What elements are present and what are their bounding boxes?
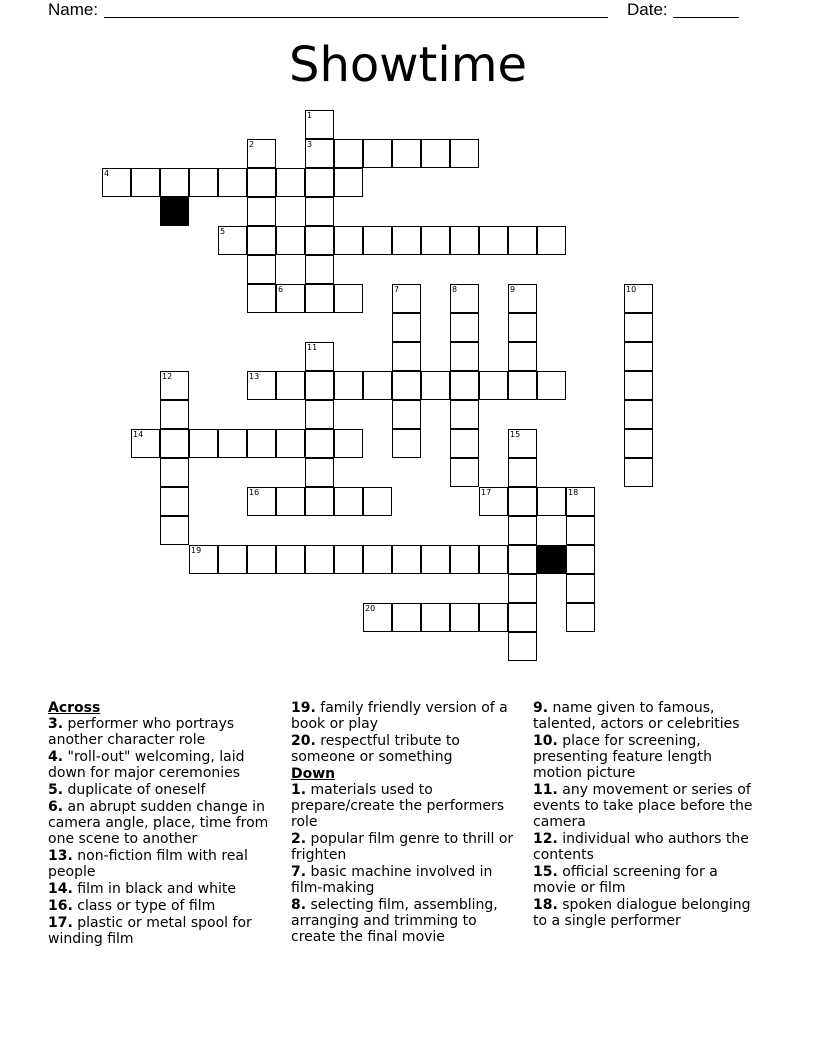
grid-cell[interactable] (160, 168, 189, 197)
grid-cell[interactable] (276, 371, 305, 400)
clue-number: 3 (307, 140, 313, 149)
grid-cell[interactable] (537, 226, 566, 255)
clue-number: 13 (249, 372, 260, 381)
grid-cell[interactable] (508, 574, 537, 603)
grid-cell[interactable] (450, 458, 479, 487)
clue-item (533, 831, 765, 863)
grid-cell[interactable] (334, 284, 363, 313)
grid-cell[interactable] (624, 371, 653, 400)
grid-cell[interactable] (508, 342, 537, 371)
grid-cell[interactable] (508, 313, 537, 342)
grid-cell[interactable] (450, 313, 479, 342)
grid-cell[interactable] (363, 371, 392, 400)
grid-cell[interactable] (537, 371, 566, 400)
grid-cell[interactable] (363, 603, 392, 632)
clue-text: name given to famous, talented, actors or celebrities (533, 700, 740, 732)
grid-cell[interactable] (247, 429, 276, 458)
clue-item (291, 733, 523, 765)
grid-cell[interactable] (276, 545, 305, 574)
clue-number-label: 4. (48, 749, 64, 765)
grid-cell[interactable] (421, 139, 450, 168)
clue-text: any movement or series of events to take place before the camera (533, 782, 753, 830)
grid-cell[interactable] (247, 226, 276, 255)
clue-text: plastic or metal spool for winding film (48, 915, 252, 947)
grid-cell[interactable] (624, 400, 653, 429)
grid-cell[interactable] (421, 226, 450, 255)
grid-cell[interactable] (508, 516, 537, 545)
grid-cell[interactable] (566, 574, 595, 603)
clue-item (291, 831, 523, 863)
clue-item (48, 749, 280, 781)
clue-item (48, 915, 280, 947)
grid-cell[interactable] (247, 255, 276, 284)
grid-cell[interactable] (508, 632, 537, 661)
clue-number-label: 10. (533, 733, 558, 749)
clue-text: non-fiction film with real people (48, 848, 248, 880)
grid-cell[interactable] (479, 371, 508, 400)
grid-cell[interactable] (305, 371, 334, 400)
grid-cell[interactable] (450, 139, 479, 168)
grid-cell[interactable] (334, 168, 363, 197)
grid-cell[interactable] (421, 603, 450, 632)
grid-cell[interactable] (392, 313, 421, 342)
clue-item (48, 782, 280, 798)
clue-text: "roll-out" welcoming, laid down for major ceremonies (48, 749, 245, 781)
grid-cell[interactable] (305, 458, 334, 487)
grid-cell[interactable] (305, 487, 334, 516)
clue-number: 1 (307, 111, 313, 120)
grid-cell[interactable] (160, 400, 189, 429)
clue-number: 9 (510, 285, 516, 294)
grid-cell[interactable] (160, 516, 189, 545)
clue-number: 7 (394, 285, 400, 294)
grid-cell[interactable] (566, 516, 595, 545)
grid-cell[interactable] (247, 545, 276, 574)
clue-number-label: 3. (48, 716, 64, 732)
puzzle-title: Showtime (289, 37, 527, 93)
grid-cell[interactable] (305, 400, 334, 429)
grid-cell[interactable] (450, 226, 479, 255)
grid-cell[interactable] (247, 168, 276, 197)
blocked-cell (537, 545, 566, 574)
grid-cell[interactable] (450, 371, 479, 400)
clue-number-label: 17. (48, 915, 73, 931)
grid-cell[interactable] (508, 226, 537, 255)
clue-item (48, 898, 280, 914)
clue-number: 8 (452, 285, 458, 294)
clue-text: selecting film, assembling, arranging and trimming to create the final movie (291, 897, 498, 945)
grid-cell[interactable] (276, 284, 305, 313)
clue-number-label: 15. (533, 864, 558, 880)
grid-cell[interactable] (450, 429, 479, 458)
grid-cell[interactable] (305, 139, 334, 168)
grid-cell[interactable] (392, 226, 421, 255)
grid-cell[interactable] (276, 487, 305, 516)
grid-cell[interactable] (334, 487, 363, 516)
grid-cell[interactable] (305, 226, 334, 255)
grid-cell[interactable] (508, 487, 537, 516)
grid-cell[interactable] (160, 429, 189, 458)
clue-text: basic machine involved in film-making (291, 864, 493, 896)
grid-cell[interactable] (450, 342, 479, 371)
grid-cell[interactable] (218, 545, 247, 574)
clue-number: 20 (365, 604, 376, 613)
clue-number-label: 8. (291, 897, 307, 913)
grid-cell[interactable] (276, 168, 305, 197)
grid-cell[interactable] (247, 284, 276, 313)
grid-cell[interactable] (305, 429, 334, 458)
grid-cell[interactable] (624, 458, 653, 487)
grid-cell[interactable] (131, 168, 160, 197)
grid-cell[interactable] (160, 487, 189, 516)
clue-text: duplicate of oneself (63, 782, 206, 798)
clue-item (533, 733, 765, 781)
down-clue-list (291, 782, 523, 945)
grid-cell[interactable] (305, 255, 334, 284)
clue-number-label: 2. (291, 831, 307, 847)
grid-cell[interactable] (247, 487, 276, 516)
grid-cell[interactable] (363, 226, 392, 255)
clue-number-label: 18. (533, 897, 558, 913)
clue-number: 15 (510, 430, 521, 439)
grid-cell[interactable] (479, 603, 508, 632)
clue-number: 5 (220, 227, 226, 236)
grid-cell[interactable] (508, 429, 537, 458)
clue-column-1 (48, 700, 280, 948)
grid-cell[interactable] (508, 603, 537, 632)
grid-cell[interactable] (363, 545, 392, 574)
grid-cell[interactable] (247, 371, 276, 400)
grid-cell[interactable] (305, 168, 334, 197)
grid-cell[interactable] (363, 139, 392, 168)
clue-number: 11 (307, 343, 318, 352)
grid-cell[interactable] (305, 110, 334, 139)
grid-cell[interactable] (276, 429, 305, 458)
grid-cell[interactable] (508, 371, 537, 400)
clue-item (533, 700, 765, 732)
clue-text: spoken dialogue belonging to a single performer (533, 897, 751, 929)
clue-number: 10 (626, 285, 637, 294)
grid-cell[interactable] (392, 342, 421, 371)
clue-item (291, 864, 523, 896)
grid-cell[interactable] (624, 284, 653, 313)
grid-cell[interactable] (392, 139, 421, 168)
clue-text: class or type of film (72, 898, 216, 914)
grid-cell[interactable] (218, 429, 247, 458)
grid-cell[interactable] (392, 429, 421, 458)
grid-cell[interactable] (218, 168, 247, 197)
grid-cell[interactable] (537, 487, 566, 516)
across-clue-list (48, 716, 280, 947)
clue-text: place for screening, presenting feature length motion picture (533, 733, 712, 781)
grid-cell[interactable] (450, 603, 479, 632)
grid-cell[interactable] (392, 400, 421, 429)
clue-number-label: 16. (48, 898, 73, 914)
grid-cell[interactable] (189, 168, 218, 197)
clue-text: respectful tribute to someone or something (291, 733, 460, 765)
across-clue-list-continued (291, 700, 523, 765)
grid-cell[interactable] (305, 545, 334, 574)
grid-cell[interactable] (421, 545, 450, 574)
grid-cell[interactable] (392, 371, 421, 400)
clue-number: 6 (278, 285, 284, 294)
name-label: Name: (48, 0, 99, 19)
clue-text: performer who portrays another character role (48, 716, 235, 748)
clue-item (291, 700, 523, 732)
grid-cell[interactable] (508, 284, 537, 313)
grid-cell[interactable] (189, 545, 218, 574)
clue-item (48, 716, 280, 748)
clue-number-label: 5. (48, 782, 64, 798)
clue-item (533, 782, 765, 830)
clue-text: individual who authors the contents (533, 831, 749, 863)
grid-cell[interactable] (479, 226, 508, 255)
clue-text: official screening for a movie or film (533, 864, 718, 896)
clue-number-label: 14. (48, 881, 73, 897)
clue-number-label: 11. (533, 782, 558, 798)
clue-column-3 (533, 700, 765, 930)
date-label: Date: (627, 0, 668, 19)
grid-cell[interactable] (508, 458, 537, 487)
grid-cell[interactable] (392, 284, 421, 313)
grid-cell[interactable] (334, 371, 363, 400)
grid-cell[interactable] (624, 313, 653, 342)
clue-column-2 (291, 700, 523, 946)
grid-cell[interactable] (566, 545, 595, 574)
grid-cell[interactable] (421, 371, 450, 400)
clue-number: 16 (249, 488, 260, 497)
clue-text: film in black and white (72, 881, 236, 897)
clue-item (291, 897, 523, 945)
grid-cell[interactable] (624, 342, 653, 371)
grid-cell[interactable] (450, 545, 479, 574)
grid-cell[interactable] (566, 603, 595, 632)
clue-number: 14 (133, 430, 144, 439)
clue-text: materials used to prepare/create the performers role (291, 782, 505, 830)
grid-cell[interactable] (392, 545, 421, 574)
clue-text: family friendly version of a book or play (291, 700, 508, 732)
clue-number-label: 13. (48, 848, 73, 864)
grid-cell[interactable] (218, 226, 247, 255)
grid-cell[interactable] (305, 284, 334, 313)
clue-item (48, 848, 280, 880)
grid-cell[interactable] (450, 400, 479, 429)
clue-item (48, 881, 280, 897)
clue-text: an abrupt sudden change in camera angle, place, time from one scene to another (48, 799, 269, 847)
grid-cell[interactable] (450, 284, 479, 313)
clue-number-label: 6. (48, 799, 64, 815)
clue-number-label: 20. (291, 733, 316, 749)
down-heading: Down (291, 766, 336, 782)
clue-number-label: 12. (533, 831, 558, 847)
down-clue-list-continued (533, 700, 765, 929)
grid-cell[interactable] (160, 458, 189, 487)
grid-cell[interactable] (479, 545, 508, 574)
clue-number-label: 19. (291, 700, 316, 716)
clue-number: 18 (568, 488, 579, 497)
grid-cell[interactable] (276, 226, 305, 255)
clue-number-label: 9. (533, 700, 549, 716)
across-heading: Across (48, 700, 101, 716)
grid-cell[interactable] (363, 487, 392, 516)
clue-item (533, 897, 765, 929)
clue-number-label: 1. (291, 782, 307, 798)
clue-number-label: 7. (291, 864, 307, 880)
grid-cell[interactable] (508, 545, 537, 574)
grid-cell[interactable] (566, 487, 595, 516)
grid-cell[interactable] (305, 197, 334, 226)
grid-cell[interactable] (334, 545, 363, 574)
grid-cell[interactable] (624, 429, 653, 458)
clue-item (291, 782, 523, 830)
grid-cell[interactable] (189, 429, 218, 458)
clue-number: 4 (104, 169, 110, 178)
grid-cell[interactable] (334, 139, 363, 168)
grid-cell[interactable] (131, 429, 160, 458)
blocked-cell (160, 197, 189, 226)
clue-item (533, 864, 765, 896)
grid-cell[interactable] (247, 197, 276, 226)
clue-text: popular film genre to thrill or frighten (291, 831, 514, 863)
clue-item (48, 799, 280, 847)
clue-number: 19 (191, 546, 202, 555)
grid-cell[interactable] (479, 487, 508, 516)
clue-number: 2 (249, 140, 255, 149)
grid-cell[interactable] (305, 342, 334, 371)
clue-number: 17 (481, 488, 492, 497)
grid-cell[interactable] (102, 168, 131, 197)
grid-cell[interactable] (160, 371, 189, 400)
grid-cell[interactable] (334, 429, 363, 458)
grid-cell[interactable] (392, 603, 421, 632)
clue-number: 12 (162, 372, 173, 381)
grid-cell[interactable] (334, 226, 363, 255)
grid-cell[interactable] (247, 139, 276, 168)
